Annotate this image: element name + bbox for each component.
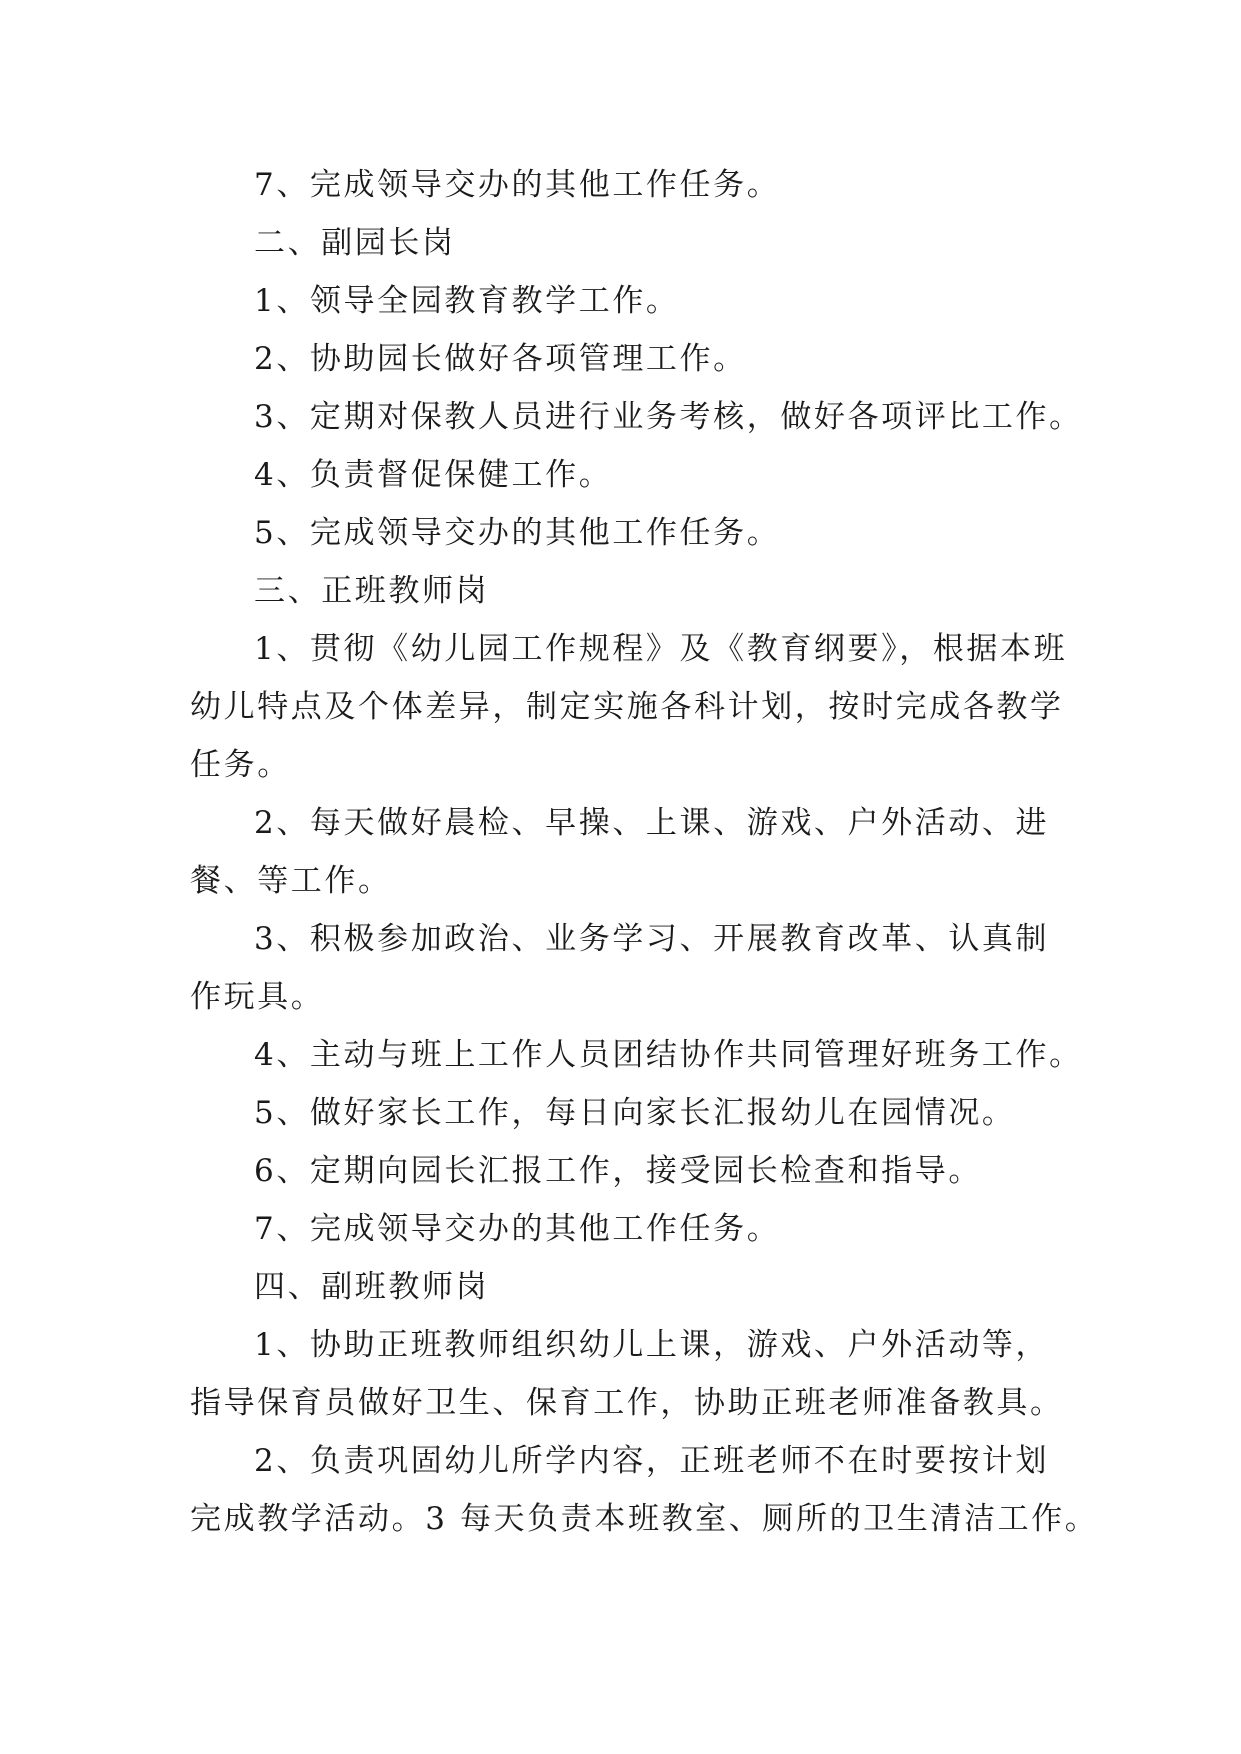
text-line: 5、做好家长工作，每日向家长汇报幼儿在园情况。 xyxy=(254,1095,1016,1131)
text-line: 2、每天做好晨检、早操、上课、游戏、户外活动、进 xyxy=(254,805,1050,841)
text-line: 4、主动与班上工作人员团结协作共同管理好班务工作。 xyxy=(254,1037,1083,1073)
text-line: 7、完成领导交办的其他工作任务。 xyxy=(254,167,781,203)
section-heading: 二、副园长岗 xyxy=(254,225,456,261)
text-line: 作玩具。 xyxy=(190,979,325,1015)
text-line: 2、负责巩固幼儿所学内容，正班老师不在时要按计划 xyxy=(254,1443,1050,1479)
text-line: 完成教学活动。3 每天负责本班教室、厕所的卫生清洁工作。 xyxy=(190,1501,1099,1537)
text-line: 7、完成领导交办的其他工作任务。 xyxy=(254,1211,781,1247)
text-line: 任务。 xyxy=(190,747,291,783)
text-line: 6、定期向园长汇报工作，接受园长检查和指导。 xyxy=(254,1153,982,1189)
text-line: 餐、等工作。 xyxy=(190,863,392,899)
text-line: 1、领导全园教育教学工作。 xyxy=(254,283,680,319)
text-line: 3、积极参加政治、业务学习、开展教育改革、认真制 xyxy=(254,921,1050,957)
section-heading: 四、副班教师岗 xyxy=(254,1269,490,1305)
text-line: 4、负责督促保健工作。 xyxy=(254,457,613,493)
text-line: 指导保育员做好卫生、保育工作，协助正班老师准备教具。 xyxy=(190,1385,1064,1421)
document-body xyxy=(190,156,1099,1548)
text-line: 3、定期对保教人员进行业务考核，做好各项评比工作。 xyxy=(254,399,1083,435)
text-line: 1、协助正班教师组织幼儿上课，游戏、户外活动等， xyxy=(254,1327,1050,1363)
text-line: 1、贯彻《幼儿园工作规程》及《教育纲要》，根据本班 xyxy=(254,631,1068,667)
section-heading: 三、正班教师岗 xyxy=(254,573,490,609)
text-line: 5、完成领导交办的其他工作任务。 xyxy=(254,515,781,551)
text-line: 2、协助园长做好各项管理工作。 xyxy=(254,341,747,377)
text-line: 幼儿特点及个体差异，制定实施各科计划，按时完成各教学 xyxy=(190,689,1064,725)
